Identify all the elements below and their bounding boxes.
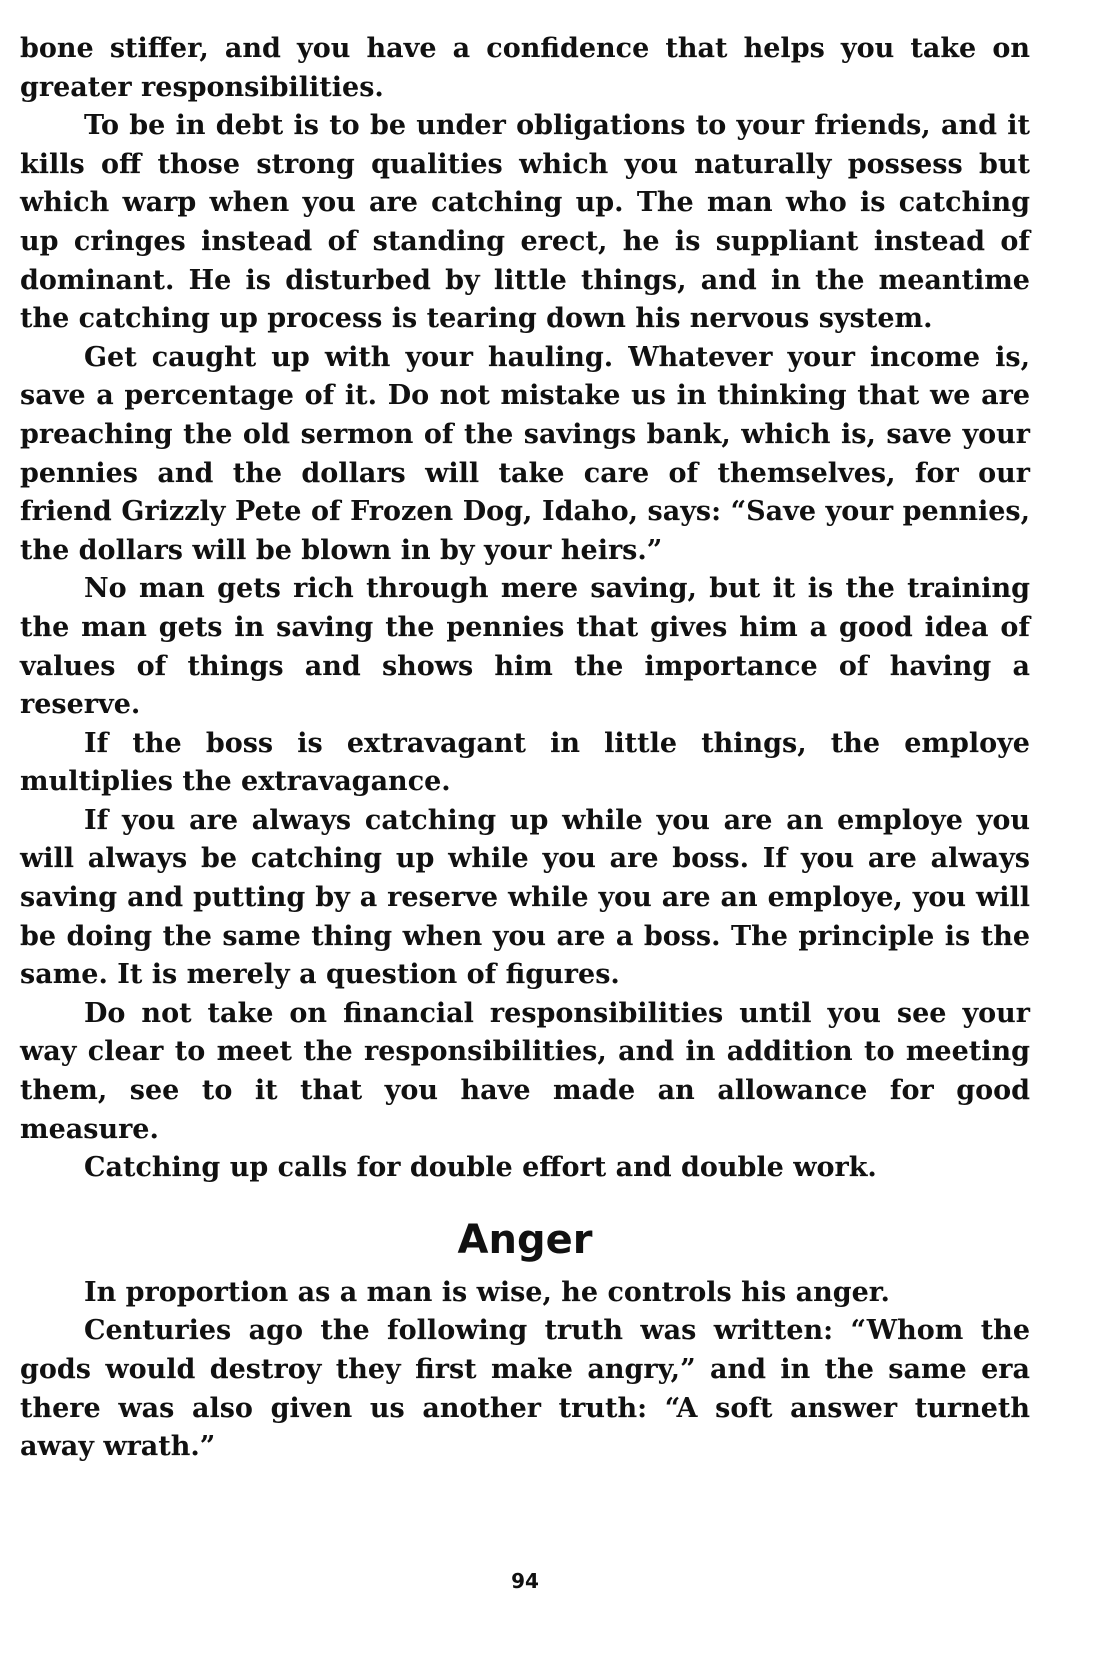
paragraph-continuation: bone stiffer, and you have a confidence that helps you take on greater responsibilities. [20,33,1030,103]
book-page [20,30,1030,1593]
paragraph-hauling: Get caught up with your hauling. Whatever your income is, save a percentage of it. Do not mistake us in thinking that we are preaching the old sermon of the savings bank, which is, save your pennies and the dollars will take care of themselves, for our friend Grizzly Pete of Frozen Dog, Idaho, says: “Save your pennies, the dollars will be blown in by your heirs.” [20,341,1030,566]
section-heading: Anger [457,1216,593,1263]
page-number: 94 [511,1569,539,1593]
paragraph-wise: In proportion as a man is wise, he controls his anger. [84,1276,890,1308]
paragraph-double-effort: Catching up calls for double effort and double work. [84,1152,877,1184]
paragraph-debt: To be in debt is to be under obligations to your friends, and it kills off those strong qualities which you naturally possess but which warp when you are catching up. The man who is catching up cringes instead of standing erect, he is suppliant instead of dominant. He is disturbed by little things, and in the meantime the catching up process is tearing down his nervous system. [20,110,1030,335]
paragraph-saving: No man gets rich through mere saving, but it is the training the man gets in saving the pennies that gives him a good idea of values of things and shows him the importance of having a reserve. [20,573,1030,721]
paragraph-employe: If you are always catching up while you are an employe you will always be catching up while you are boss. If you are always saving and putting by a reserve while you are an employe, you will be doing the same thing when you are a boss. The principle is the same. It is merely a question of figures. [20,804,1030,991]
paragraph-boss-extravagant: If the boss is extravagant in little things, the employe multiplies the extravagance. [20,727,1030,798]
paragraph-responsibilities: Do not take on financial responsibilities until you see your way clear to meet the responsibilities, and in addition to meeting them, see to it that you have made an allowance for good measure. [20,997,1030,1145]
paragraph-centuries: Centuries ago the following truth was written: “Whom the gods would destroy they first make angry,” and in the same era there was also given us another truth: “A soft answer turneth away wrath.” [20,1315,1030,1463]
